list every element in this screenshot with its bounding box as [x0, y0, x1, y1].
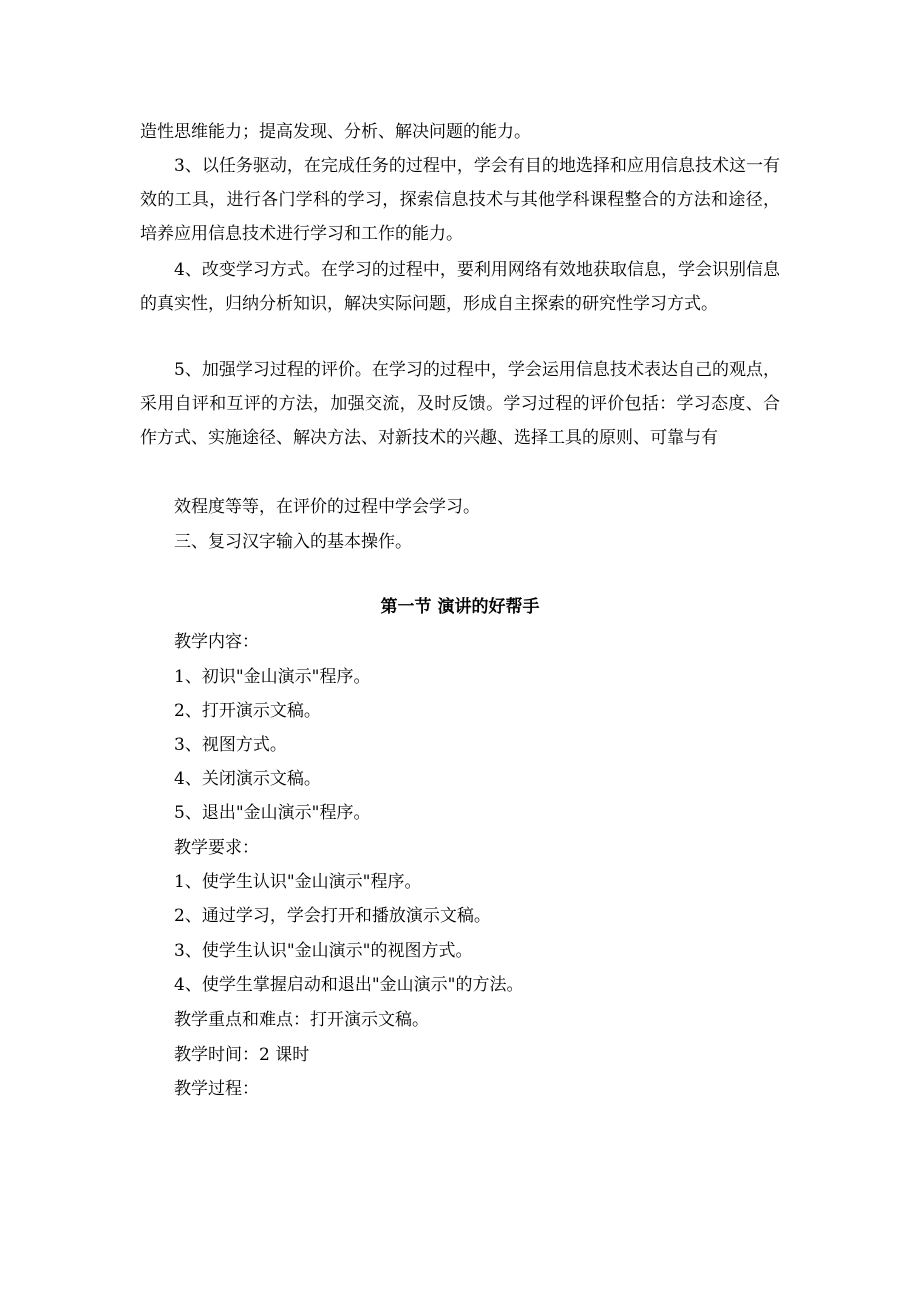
requirements-heading: 教学要求：	[174, 838, 259, 858]
key-points: 教学重点和难点：打开演示文稿。	[174, 1010, 429, 1030]
content-item: 2、打开演示文稿。	[174, 701, 321, 721]
paragraph-item-5-continuation: 效程度等等，在评价的过程中学会学习。	[174, 497, 480, 517]
content-item: 5、退出"金山演示"程序。	[174, 803, 371, 823]
requirement-item: 2、通过学习，学会打开和播放演示文稿。	[174, 906, 491, 926]
content-heading: 教学内容：	[174, 632, 259, 652]
teaching-time: 教学时间：2 课时	[174, 1045, 310, 1065]
paragraph-section-3: 三、复习汉字输入的基本操作。	[174, 532, 412, 552]
requirement-item: 3、使学生认识"金山演示"的视图方式。	[174, 941, 473, 961]
teaching-process: 教学过程：	[174, 1079, 259, 1099]
section-title: 第一节 演讲的好帮手	[380, 597, 540, 617]
requirement-item: 4、使学生掌握启动和退出"金山演示"的方法。	[174, 975, 524, 995]
content-item: 4、关闭演示文稿。	[174, 769, 321, 789]
paragraph-item-4: 4、改变学习方式。在学习的过程中，要利用网络有效地获取信息，学会识别信息的真实性，归纳分析知识，解决实际问题，形成自主探索的研究性学习方式。	[140, 260, 780, 314]
content-item: 3、视图方式。	[174, 735, 287, 755]
paragraph-continuation: 造性思维能力；提高发现、分析、解决问题的能力。	[140, 122, 531, 142]
paragraph-item-3: 3、以任务驱动，在完成任务的过程中，学会有目的地选择和应用信息技术这一有效的工具，进行各门学科的学习，探索信息技术与其他学科课程整合的方法和途径，培养应用信息技术进行学习和工作的能力。	[140, 156, 780, 244]
requirement-item: 1、使学生认识"金山演示"程序。	[174, 872, 422, 892]
content-item: 1、初识"金山演示"程序。	[174, 667, 371, 687]
paragraph-item-5: 5、加强学习过程的评价。在学习的过程中，学会运用信息技术表达自己的观点，采用自评和互评的方法，加强交流，及时反馈。学习过程的评价包括：学习态度、合作方式、实施途径、解决方法、对新技术的兴趣、选择工具的原则、可靠与有	[140, 360, 780, 448]
